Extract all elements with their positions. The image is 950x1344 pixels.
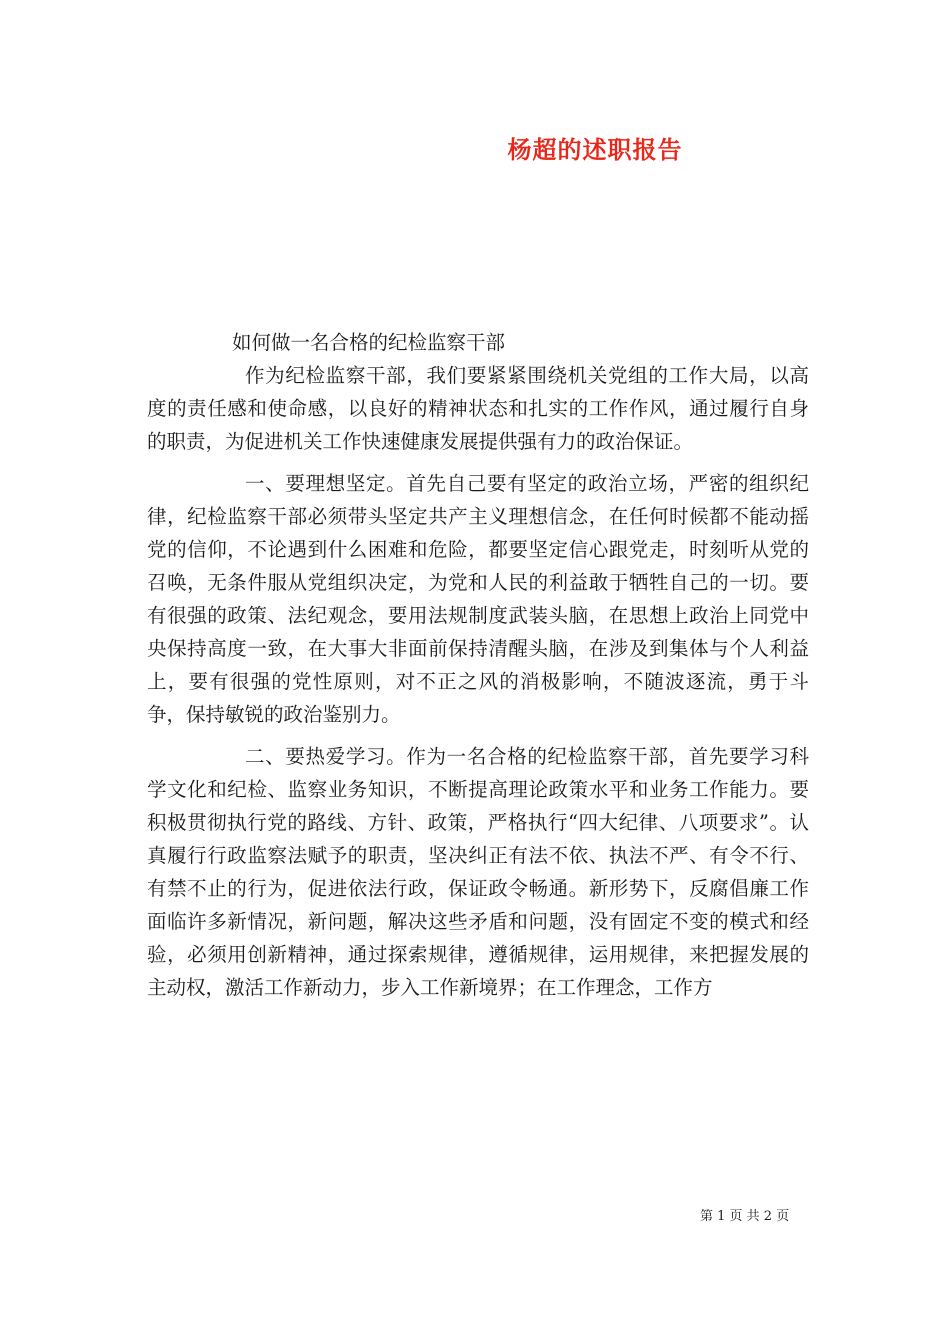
document-title: 杨超的述职报告: [507, 135, 683, 164]
paragraph-section-1: 一、要理想坚定。首先自己要有坚定的政治立场，严密的组织纪律，纪检监察干部必须带头坚定共产主义理想信念，在任何时候都不能动摇党的信仰，不论遇到什么困难和危险，都要坚定信心跟党走，时刻听从党的召唤，无条件服从党组织决定，为党和人民的利益敢于牺牲自己的一切。要有很强的政策、法纪观念，要用法规制度武装头脑，在思想上政治上同党中央保持高度一致，在大事大非面前保持清醒头脑，在涉及到集体与个人利益上，要有很强的党性原则，对不正之风的消极影响，不随波逐流，勇于斗争，保持敏锐的政治鉴别力。: [147, 472, 809, 726]
paragraph-section-2: 二、要热爱学习。作为一名合格的纪检监察干部，首先要学习科学文化和纪检、监察业务知识，不断提高理论政策水平和业务工作能力。要积极贯彻执行党的路线、方针、政策，严格执行“四大纪律、八项要求”。认真履行行政监察法赋予的职责，坚决纠正有法不依、执法不严、有令不行、有禁不止的行为，促进依法行政，保证政令畅通。新形势下，反腐倡廉工作面临许多新情况，新问题，解决这些矛盾和问题，没有固定不变的模式和经验，必须用创新精神，通过探索规律，遵循规律，运用规律，来把握发展的主动权，激活工作新动力，步入工作新境界；在工作理念，工作方: [147, 745, 809, 999]
page-number-footer: 第 1 页 共 2 页: [700, 1209, 790, 1224]
document-body: [147, 326, 809, 1004]
paragraph-intro: 作为纪检监察干部，我们要紧紧围绕机关党组的工作大局，以高度的责任感和使命感，以良好的精神状态和扎实的工作作风，通过履行自身的职责，为促进机关工作快速健康发展提供强有力的政治保证。: [147, 364, 809, 453]
document-subtitle: 如何做一名合格的纪检监察干部: [232, 331, 506, 354]
